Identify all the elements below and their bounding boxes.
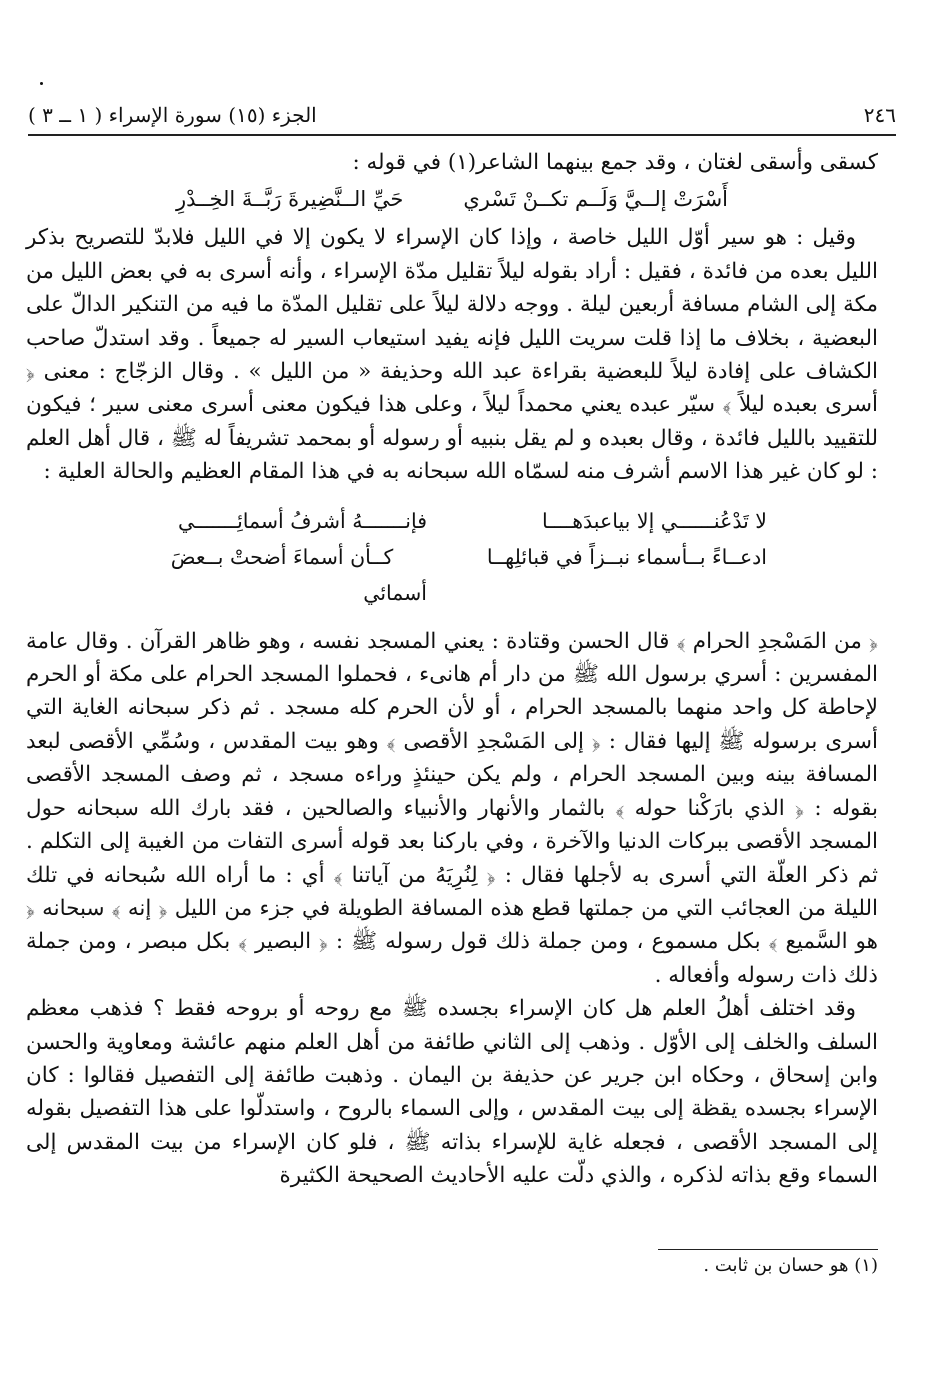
verse-hemistich: حَيِّ الــنَّضِيرةَ رَبَّــةَ الخِــدْرِ (175, 187, 404, 212)
header-rule (28, 134, 896, 136)
verse-hemistich: لا تَدْعُنــــــي إلا بياعبدَهــــا (541, 508, 767, 533)
verse-hemistich: أَسْرَتْ إلــيَّ وَلَــم تكــنْ تَسْري (463, 187, 729, 212)
intro-line: كسقى وأسقى لغتان ، وقد جمع بينهما الشاعر(١) في قوله : (352, 150, 878, 175)
verse-line-1 (26, 181, 878, 217)
verse-hemistich: ادعــاءً بــأسماء نبــزاً في قبائلِهــا (486, 544, 767, 569)
verse-block (26, 503, 878, 611)
paragraph: ﴿ من المَسْجدِ الحرام ﴾ قال الحسن وقتادة : يعني المسجد نفسه ، وهو ظاهر القرآن . وقال عامة المفسرين : أسري برسول الله ﷺ من دار أم هانىء ، فحملوا المسجد الحرام على مكة أو الحرم لإحاطة كل واحد منهما بالمسجد الحرام ، أو لأن الحرم كله مسجد . ثم ذكر سبحانه الغاية التي أسرى برسوله ﷺ إليها فقال : ﴿ إلى المَسْجدِ الأقصى ﴾ وهو بيت المقدس ، وسُمِّي الأقصى لبعد المسافة بينه وبين المسجد الحرام ، ولم يكن حينئذٍ وراءه مسجد ، ثم وصف المسجد الأقصى بقوله : ﴿ الذي بارَكْنا حوله ﴾ بالثمار والأنهار والأنبياء والصالحين ، فقد بارك الله سبحانه حول المسجد الأقصى ببركات الدنيا والآخرة ، وفي باركنا بعد قوله أسرى التفات من الغيبة إلى التكلم . ثم ذكر العلّة التي أسرى به لأجلها فقال : ﴿ لِنُرِيَهُ من آياتنا ﴾ أي : ما أراه الله سُبحانه في تلك الليلة من العجائب التي من جملتها قطع هذه المسافة الطويلة في جزء من الليل ﴿ إنه ﴾ سبحانه ﴿ هو السَّميع ﴾ بكل مسموع ، ومن جملة ذلك قول رسوله ﷺ : ﴿ البصير ﴾ بكل مبصر ، ومن جملة ذلك ذات رسوله وأفعاله . (26, 628, 878, 988)
print-dot (40, 82, 43, 85)
paragraph: وقيل : هو سير أوّل الليل خاصة ، وإذا كان الإسراء لا يكون إلا في الليل فلابدّ للتصريح بذكر الليل بعده من فائدة ، فقيل : أراد بقوله ليلاً تقليل مدّة الإسراء ، وأنه أسرى به في بعض الليل من مكة إلى الشام مسافة أربعين ليلة . ووجه دلالة ليلاً على تقليل المدّة ما فيه من التنكير الدالّ على البعضية ، بخلاف ما إذا قلت سريت الليل فإنه يفيد استيعاب السير له جميعاً . وقد استدلّ صاحب الكشاف على إفادة ليلاً للبعضية بقراءة عبد الله وحذيفة « من الليل » . وقال الزجّاج : معنى ﴿ أسرى بعبده ليلاً ﴾ سيّر عبده يعني محمداً ليلاً ، وعلى هذا فيكون معنى أسرى معنى سير ؛ فيكون للتقييد بالليل فائدة ، وقال بعبده و لم يقل بنبيه أو رسوله أو بمحمد تشريفاً له ﷺ ، قال أهل العلم : لو كان غير هذا الاسم أشرف منه لسمّاه الله سبحانه به في هذا المقام العظيم والحالة العلية : (26, 225, 878, 485)
page-number: ٢٤٦ (863, 103, 896, 127)
paragraph: وقد اختلف أهلُ العلم هل كان الإسراء بجسده ﷺ مع روحه أو بروحه فقط ؟ فذهب معظم السلف والخلف إلى الأوّل . وذهب إلى الثاني طائفة من أهل العلم منهم عائشة ومعاوية والحسن وابن إسحاق ، وحكاه ابن جرير عن حذيفة بن اليمان . وذهبت طائفة إلى التفصيل فقالوا : كان الإسراء بجسده يقظة إلى بيت المقدس ، وإلى السماء بالروح ، واستدلّوا على هذا التفصيل بقوله إلى المسجد الأقصى ، فجعله غاية للإسراء بذاته ﷺ ، فلو كان الإسراء من بيت المقدس إلى السماء وقع بذاته لذكره ، والذي دلّت عليه الأحاديث الصحيحة الكثيرة (26, 996, 878, 1189)
running-title: الجزء (١٥) سورة الإسراء ( ١ ــ ٣ ) (28, 103, 317, 127)
footnote: (١) هو حسان بن ثابت . (703, 1255, 878, 1276)
running-header (28, 98, 896, 132)
verse-row (26, 539, 878, 611)
verse-hemistich: كــأن أسماءَ أضحتْ بــعضَ أسمائي (170, 544, 427, 605)
verse-hemistich: فإنـــــــهُ أشرفُ أسمائِـــــــي (177, 508, 427, 533)
body-text (26, 146, 878, 1193)
footnote-rule (658, 1249, 878, 1250)
verse-row (26, 503, 878, 539)
